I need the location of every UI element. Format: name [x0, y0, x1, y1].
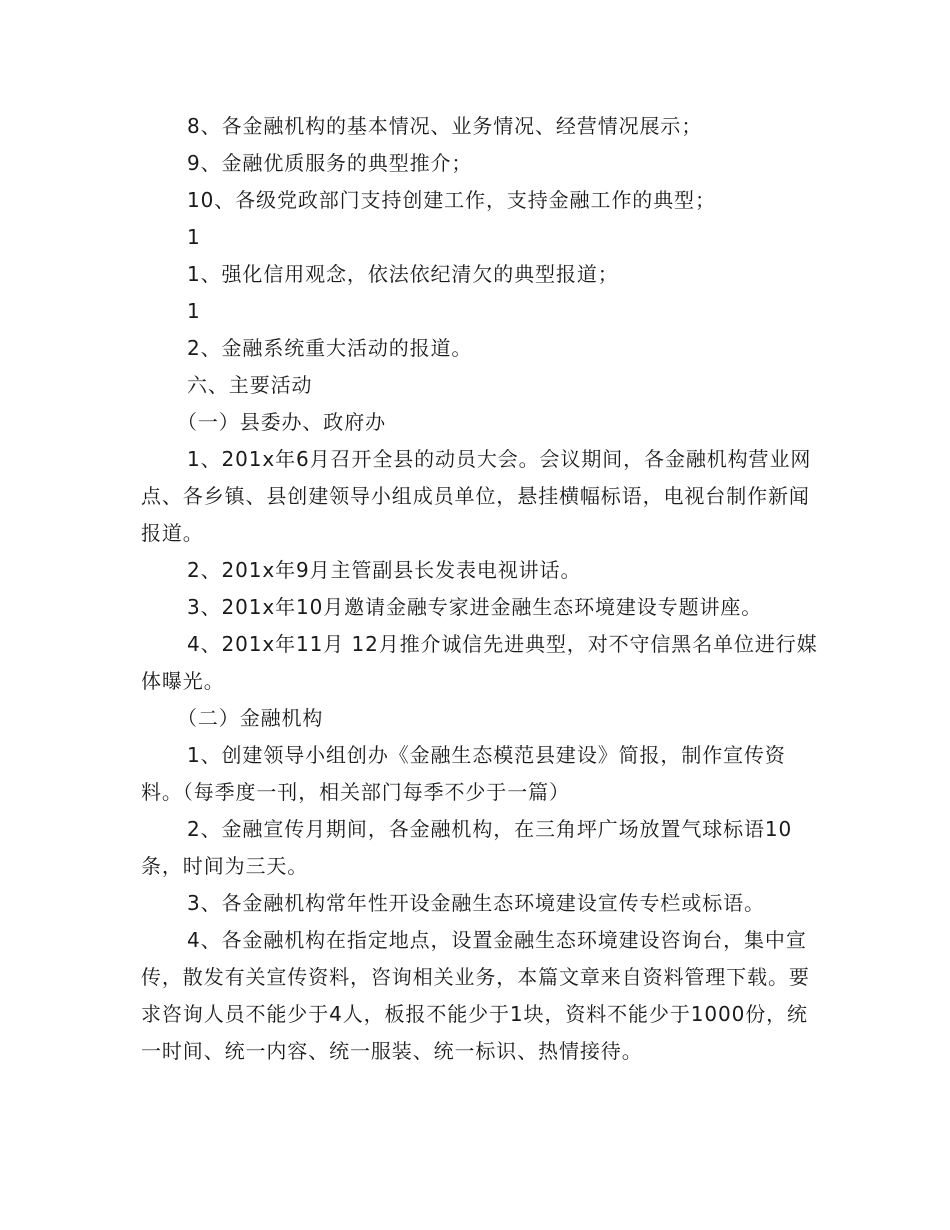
- paragraph-item-9: 9、金融优质服务的典型推介；: [187, 151, 473, 175]
- subsection-heading-financial-institutions: （二）金融机构: [177, 706, 324, 730]
- paragraph-institution-2: 2、金融宣传月期间，各金融机构，在三角坪广场放置气球标语10条，时间为三天。: [141, 817, 793, 878]
- paragraph-activity-2: 2、201x年9月主管副县长发表电视讲话。: [187, 558, 582, 582]
- section-heading-main-activities: 六、主要活动: [187, 373, 313, 397]
- paragraph-institution-4: 4、各金融机构在指定地点，设置金融生态环境建设咨询台，集中宣传，散发有关宣传资料，咨询相关业务，本篇文章来自资料管理下载。要求咨询人员不能少于4人，板报不能少于1块，资料不能少于1000份，统一时间、统一内容、统一服装、统一标识、热情接待。: [141, 928, 810, 1063]
- paragraph-item-1-credit: 1、强化信用观念，依法依纪清欠的典型报道；: [187, 262, 619, 286]
- paragraph-fragment-1a: 1: [187, 225, 201, 249]
- paragraph-institution-3: 3、各金融机构常年性开设金融生态环境建设宣传专栏或标语。: [187, 891, 765, 915]
- paragraph-fragment-1b: 1: [187, 299, 201, 323]
- paragraph-item-8: 8、各金融机构的基本情况、业务情况、经营情况展示；: [187, 114, 703, 138]
- paragraph-activity-4: 4、201x年11月 12月推介诚信先进典型，对不守信黑名单位进行媒体曝光。: [141, 632, 818, 693]
- paragraph-activity-1: 1、201x年6月召开全县的动员大会。会议期间，各金融机构营业网点、各乡镇、县创建领导小组成员单位，悬挂横幅标语，电视台制作新闻报道。: [141, 447, 812, 545]
- subsection-heading-county-office: （一）县委办、政府办: [177, 410, 386, 434]
- paragraph-item-10: 10、各级党政部门支持创建工作，支持金融工作的典型；: [187, 188, 716, 212]
- document-body: [141, 108, 821, 1070]
- paragraph-activity-3: 3、201x年10月邀请金融专家进金融生态环境建设专题讲座。: [187, 595, 763, 619]
- paragraph-institution-1: 1、创建领导小组创办《金融生态模范县建设》简报，制作宣传资料。（每季度一刊，相关部门每季不少于一篇）: [141, 743, 786, 804]
- paragraph-item-2-events: 2、金融系统重大活动的报道。: [187, 336, 473, 360]
